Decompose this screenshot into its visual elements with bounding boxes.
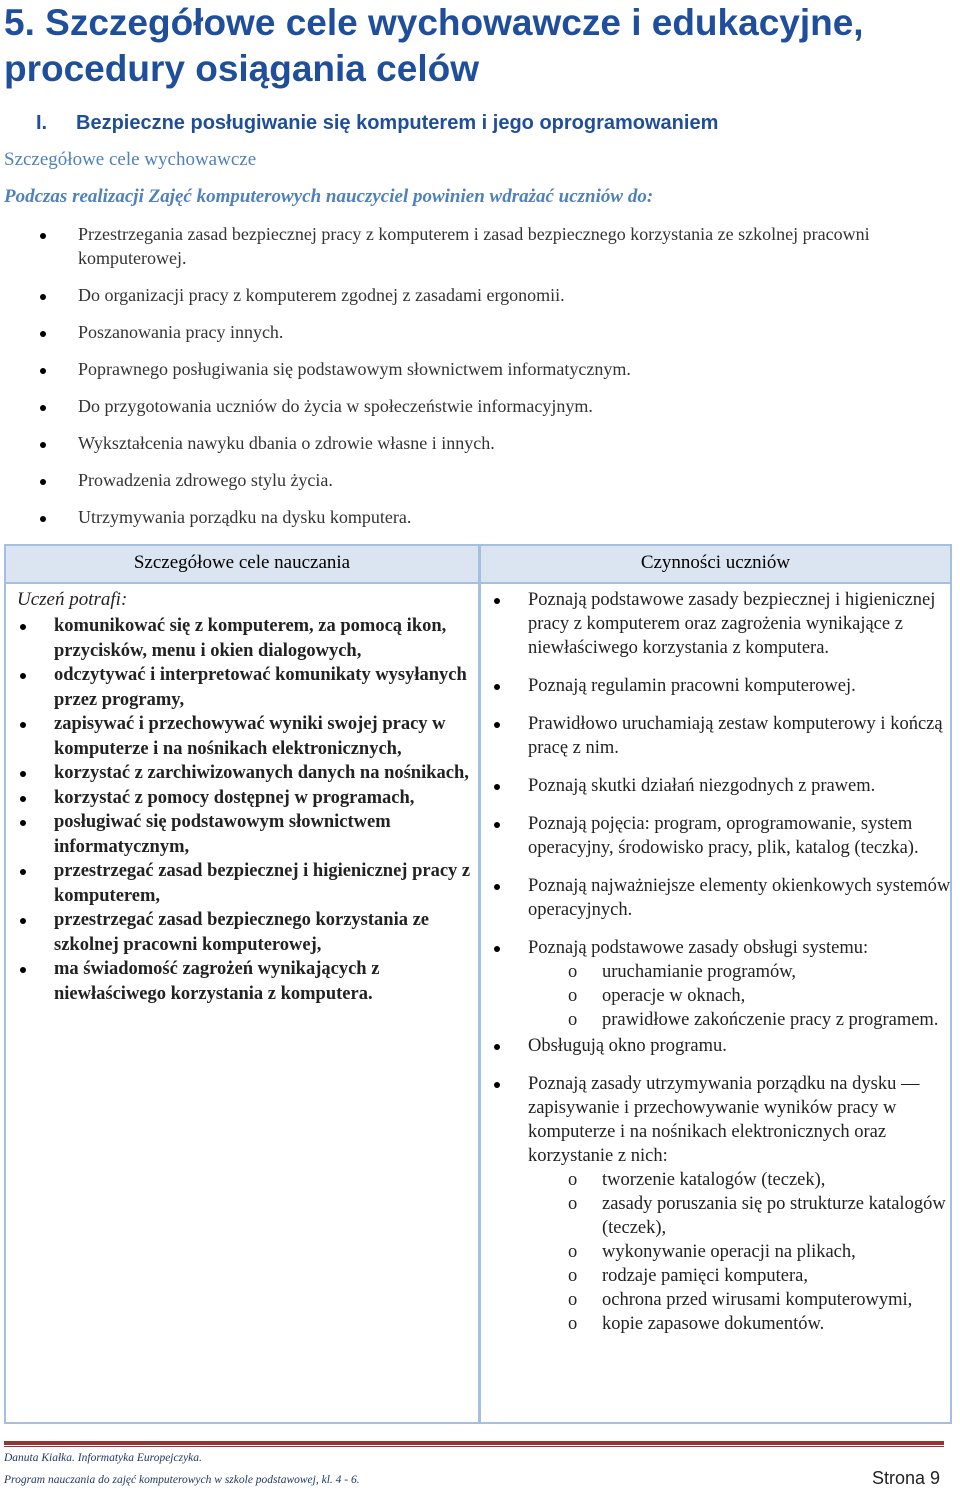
bullet-icon — [20, 771, 26, 777]
subheading: Szczegółowe cele wychowawcze — [4, 149, 257, 170]
bullet-icon — [20, 967, 26, 973]
bullet-icon — [40, 516, 46, 522]
list-item: korzystać z zarchiwizowanych danych na nośnikach, — [16, 761, 471, 786]
list-item: Utrzymywania porządku na dysku komputera. — [0, 505, 930, 529]
bullet-icon — [40, 405, 46, 411]
sub-list — [528, 1168, 951, 1336]
list-item: Poznają regulamin pracowni komputerowej. — [491, 674, 951, 698]
student-activities-cell — [491, 588, 951, 1350]
sub-list-item: o rodzaje pamięci komputera, — [568, 1266, 808, 1286]
section-number: I. — [36, 112, 48, 134]
bullet-icon — [494, 598, 500, 604]
lead-text: Podczas realizacji Zajęć komputerowych nauczyciel powinien wdrażać uczniów do: — [4, 186, 654, 207]
bullet-icon — [20, 722, 26, 728]
list-item: odczytywać i interpretować komunikaty wysyłanych przez programy, — [16, 663, 471, 712]
bullet-icon — [494, 784, 500, 790]
list-item: Poznają podstawowe zasady bezpiecznej i higienicznej pracy z komputerem oraz zagrożenia wynikające z niewłaściwego korzystania z komputera. — [491, 588, 951, 660]
bullet-icon — [20, 869, 26, 875]
list-item: Poznają najważniejsze elementy okienkowych systemów operacyjnych. — [491, 874, 951, 922]
list-item: Prawidłowo uruchamiają zestaw komputerowy i kończą pracę z nim. — [491, 712, 951, 760]
activities-list — [491, 588, 951, 1336]
table-header-student-activities: Czynności uczniów — [481, 546, 950, 584]
list-item: przestrzegać zasad bezpiecznej i higienicznej pracy z komputerem, — [16, 859, 471, 908]
bullet-icon — [494, 684, 500, 690]
list-item: Poznają podstawowe zasady obsługi systemu: o uruchamianie programów, o operacje w oknach, o prawidłowe zakończenie pracy z programem. — [491, 936, 951, 1032]
column-divider — [478, 546, 481, 1422]
page-number: Strona 9 — [871, 1468, 940, 1488]
list-item: Prowadzenia zdrowego stylu życia. — [0, 468, 930, 492]
list-item: przestrzegać zasad bezpiecznego korzystania ze szkolnej pracowni komputerowej, — [16, 908, 471, 957]
circle-bullet-icon: o — [568, 962, 578, 982]
sub-list-item: o kopie zapasowe dokumentów. — [568, 1314, 825, 1334]
page-title: 5. Szczegółowe cele wychowawcze i edukacyjne, procedury osiągania celów — [4, 2, 864, 89]
bullet-icon — [20, 796, 26, 802]
circle-bullet-icon: o — [568, 1194, 578, 1214]
table-header-teaching-goals: Szczegółowe cele nauczania — [6, 546, 478, 584]
footer-rule — [4, 1441, 944, 1445]
bullet-icon — [40, 233, 46, 239]
list-item: Poznają zasady utrzymywania porządku na dysku — zapisywanie i przechowywanie wyników pracy w komputerze i na nośnikach elektronicznych oraz korzystanie z nich: o tworzenie katalogów (teczek), o zasady poruszania się po strukturze katalogów (teczek), o wykonywanie operacji na plikach, o rodzaje pamięci komputera, o ochrona przed wirusami komputerowymi, o kopie zapasowe dokumentów. — [491, 1072, 951, 1336]
bullet-icon — [494, 1044, 500, 1050]
list-item: Przestrzegania zasad bezpiecznej pracy z komputerem i zasad bezpiecznego korzystania ze szkolnej pracowni komputerowej. — [0, 222, 930, 270]
bullet-icon — [40, 368, 46, 374]
bullet-icon — [20, 918, 26, 924]
bullet-icon — [40, 331, 46, 337]
section-heading — [36, 110, 718, 136]
bullet-icon — [494, 722, 500, 728]
footer-program: Program nauczania do zajęć komputerowych w szkole podstawowej, kl. 4 - 6. — [4, 1474, 360, 1486]
sub-list-item: o uruchamianie programów, — [568, 962, 797, 982]
goals-table — [4, 544, 952, 1424]
circle-bullet-icon: o — [568, 1266, 578, 1286]
list-item: komunikować się z komputerem, za pomocą ikon, przycisków, menu i okien dialogowych, — [16, 614, 471, 663]
list-item: Poznają skutki działań niezgodnych z prawem. — [491, 774, 951, 798]
bullet-icon — [494, 946, 500, 952]
circle-bullet-icon: o — [568, 1242, 578, 1262]
bullet-icon — [20, 820, 26, 826]
teaching-goals-cell — [16, 588, 471, 1006]
sub-list-item: o wykonywanie operacji na plikach, — [568, 1242, 856, 1262]
sub-list — [528, 960, 951, 1032]
list-item: ma świadomość zagrożeń wynikających z niewłaściwego korzystania z komputera. — [16, 957, 471, 1006]
bullet-icon — [40, 442, 46, 448]
list-item: Obsługują okno programu. — [491, 1034, 951, 1058]
bullet-icon — [40, 479, 46, 485]
sub-list-item: o tworzenie katalogów (teczek), — [568, 1170, 826, 1190]
bullet-icon — [20, 624, 26, 630]
bullet-icon — [40, 294, 46, 300]
circle-bullet-icon: o — [568, 1010, 578, 1030]
bullet-icon — [20, 673, 26, 679]
circle-bullet-icon: o — [568, 1290, 578, 1310]
student-can-label: Uczeń potrafi: — [17, 589, 128, 610]
list-item: Poszanowania pracy innych. — [0, 320, 930, 344]
circle-bullet-icon: o — [568, 1314, 578, 1334]
skills-list — [16, 614, 471, 1006]
list-item: Do organizacji pracy z komputerem zgodnej z zasadami ergonomii. — [0, 283, 930, 307]
list-item: posługiwać się podstawowym słownictwem informatycznym, — [16, 810, 471, 859]
section-title: Bezpieczne posługiwanie się komputerem i jego oprogramowaniem — [76, 112, 719, 134]
list-item: korzystać z pomocy dostępnej w programach, — [16, 786, 471, 811]
circle-bullet-icon: o — [568, 1170, 578, 1190]
sub-list-item: o prawidłowe zakończenie pracy z programem. — [568, 1010, 939, 1030]
list-item: zapisywać i przechowywać wyniki swojej pracy w komputerze i na nośnikach elektronicznych, — [16, 712, 471, 761]
list-item: Poznają pojęcia: program, oprogramowanie, system operacyjny, środowisko pracy, plik, katalog (teczka). — [491, 812, 951, 860]
sub-list-item: o zasady poruszania się po strukturze katalogów (teczek), — [568, 1194, 946, 1238]
bullet-icon — [494, 822, 500, 828]
circle-bullet-icon: o — [568, 986, 578, 1006]
sub-list-item: o operacje w oknach, — [568, 986, 746, 1006]
sub-list-item: o ochrona przed wirusami komputerowymi, — [568, 1290, 913, 1310]
list-item: Poprawnego posługiwania się podstawowym słownictwem informatycznym. — [0, 357, 930, 381]
list-item: Do przygotowania uczniów do życia w społeczeństwie informacyjnym. — [0, 394, 930, 418]
footer-author: Danuta Kiałka. Informatyka Europejczyka. — [4, 1452, 202, 1464]
bullet-icon — [494, 884, 500, 890]
bullet-icon — [494, 1082, 500, 1088]
goals-list — [0, 222, 930, 542]
list-item: Wykształcenia nawyku dbania o zdrowie własne i innych. — [0, 431, 930, 455]
